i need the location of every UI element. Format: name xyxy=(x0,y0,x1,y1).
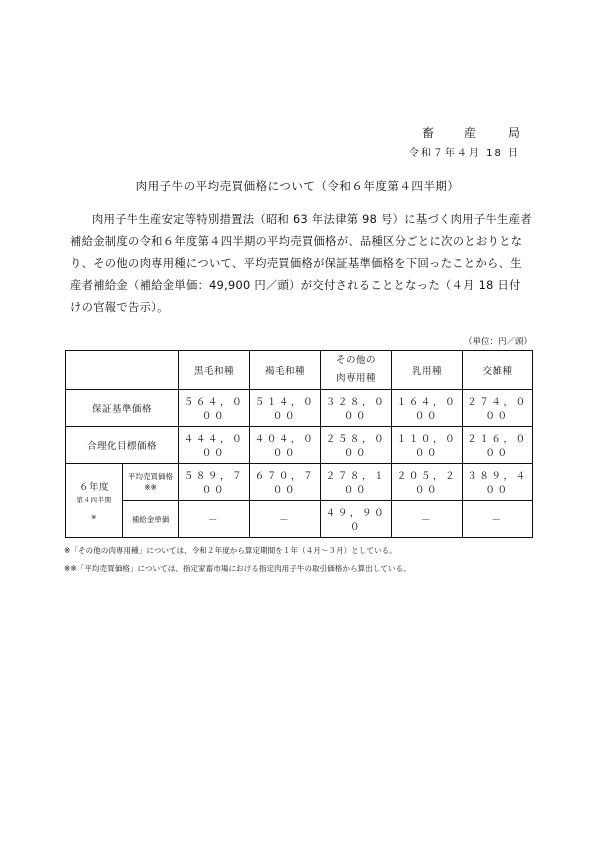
table-row xyxy=(66,501,533,538)
column-header: 黒毛和種 xyxy=(179,351,250,390)
table-cell: ３２８，０００ xyxy=(321,390,392,427)
period-label-cell xyxy=(66,464,123,538)
unit-label: （単位：円／頭） xyxy=(463,337,532,347)
issuer-char: 局 xyxy=(508,126,521,140)
row-label: 保証基準価格 xyxy=(66,390,179,427)
table-cell: １６４，０００ xyxy=(392,390,463,427)
column-header: 乳用種 xyxy=(392,351,463,390)
header-corner-cell xyxy=(66,351,179,390)
column-header: 褐毛和種 xyxy=(250,351,321,390)
table-cell: ４０４，０００ xyxy=(250,427,321,464)
issuer-char: 産 xyxy=(464,126,477,140)
issue-date: 令和７年４月 18 日 xyxy=(408,148,520,159)
table-row xyxy=(66,390,533,427)
table-row xyxy=(66,427,533,464)
table-cell: － xyxy=(463,501,533,538)
row-label: 補給金単価 xyxy=(123,501,179,538)
table-cell: ５１４，０００ xyxy=(250,390,321,427)
period-sub-label: 第４四半期 xyxy=(76,495,112,504)
row-label: 平均売買価格 xyxy=(128,472,173,481)
price-table xyxy=(65,350,533,538)
table-row xyxy=(66,464,533,501)
footnote: ※※「平均売買価格」については、指定家畜市場における指定肉用子牛の取引価格から算出している。 xyxy=(64,564,411,573)
table-cell: ４４４，０００ xyxy=(179,427,250,464)
table-cell: － xyxy=(392,501,463,538)
row-label-cell xyxy=(123,464,179,501)
row-label: 合理化目標価格 xyxy=(66,427,179,464)
issuer-char: 畜 xyxy=(422,126,435,140)
table-cell: － xyxy=(250,501,321,538)
footnote: ※「その他の肉専用種」については、令和２年度から算定期間を１年（４月～３月）としている。 xyxy=(64,546,397,555)
document-title: 肉用子牛の平均売買価格について（令和６年度第４四半期） xyxy=(135,179,460,193)
table-cell: ２１６，０００ xyxy=(463,427,533,464)
table-cell: ２０５，２００ xyxy=(392,464,463,501)
table-cell: ２７８，１００ xyxy=(321,464,392,501)
table-cell: ３８９，４００ xyxy=(463,464,533,501)
body-paragraph: 肉用子牛生産安定等特別措置法（昭和 63 年法律第 98 号）に基づく肉用子牛生産者補給金制度の令和６年度第４四半期の平均売買価格が、品種区分ごとに次のとおりとなり、その他の肉専用種について、平均売買価格が保証基準価格を下回ったことから、生産者補給金（補給金単価：49,900 円／頭）が交付されることとなった（４月 18 日付けの官報で告示）。 xyxy=(70,213,532,314)
table-cell: ６７０，７００ xyxy=(250,464,321,501)
table-cell: ４９，９００ xyxy=(321,501,392,538)
table-cell: ５６４，０００ xyxy=(179,390,250,427)
table-header-row xyxy=(66,351,533,390)
table-cell: ２７４，０００ xyxy=(463,390,533,427)
table-cell: １１０，０００ xyxy=(392,427,463,464)
table-cell: － xyxy=(179,501,250,538)
table-cell: ２５８，０００ xyxy=(321,427,392,464)
table-cell: ５８９，７００ xyxy=(179,464,250,501)
period-label: ６年度 xyxy=(78,481,109,493)
column-header: その他の 肉専用種 xyxy=(321,351,392,390)
column-header: 交雑種 xyxy=(463,351,533,390)
period-mark: ※ xyxy=(91,512,97,521)
row-mark: ※※ xyxy=(144,483,157,492)
